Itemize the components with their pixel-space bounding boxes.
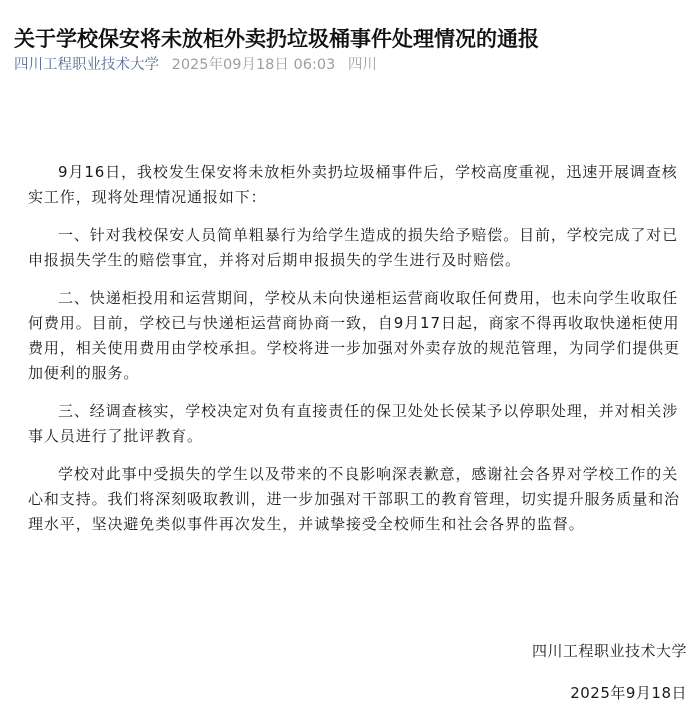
paragraph-item-3: 三、经调查核实，学校决定对负有直接责任的保卫处处长侯某予以停职处理，并对相关涉事人员进行了批评教育。: [28, 402, 679, 445]
signature-organization: 四川工程职业技术大学: [531, 642, 687, 660]
signature-block: [532, 640, 687, 704]
paragraph-apology: 学校对此事中受损失的学生以及带来的不良影响深表歉意，感谢社会各界对学校工作的关心和支持。我们将深刻吸取教训，进一步加强对干部职工的教育管理，切实提升服务质量和治理水平，坚决避免类似事件再次发生，并诚挚接受全校师生和社会各界的监督。: [28, 465, 680, 533]
publish-time: 2025年09月18日 06:03: [171, 57, 336, 73]
article-meta: [14, 55, 377, 75]
paragraph-item-2: 二、快递柜投用和运营期间，学校从未向快递柜运营商收取任何费用，也未向学生收取任何费用。目前，学校已与快递柜运营商协商一致，自9月17日起，商家不得再收取快递柜使用费用，相关使用费用由学校承担。学校将进一步加强对外卖存放的规范管理，为同学们提供更加便利的服务。: [28, 289, 680, 382]
article-body: [28, 160, 688, 550]
article-title: 关于学校保安将未放柜外卖扔垃圾桶事件处理情况的通报: [14, 27, 539, 52]
publish-location: 四川: [347, 57, 377, 73]
paragraph-intro: 9月16日，我校发生保安将未放柜外卖扔垃圾桶事件后，学校高度重视，迅速开展调查核实工作，现将处理情况通报如下：: [28, 163, 678, 206]
signature-date: 2025年9月18日: [570, 684, 687, 702]
account-name-link[interactable]: 四川工程职业技术大学: [14, 57, 159, 73]
paragraph-item-1: 一、针对我校保安人员简单粗暴行为给学生造成的损失给予赔偿。目前，学校完成了对已申报损失学生的赔偿事宜，并将对后期申报损失的学生进行及时赔偿。: [28, 226, 679, 269]
